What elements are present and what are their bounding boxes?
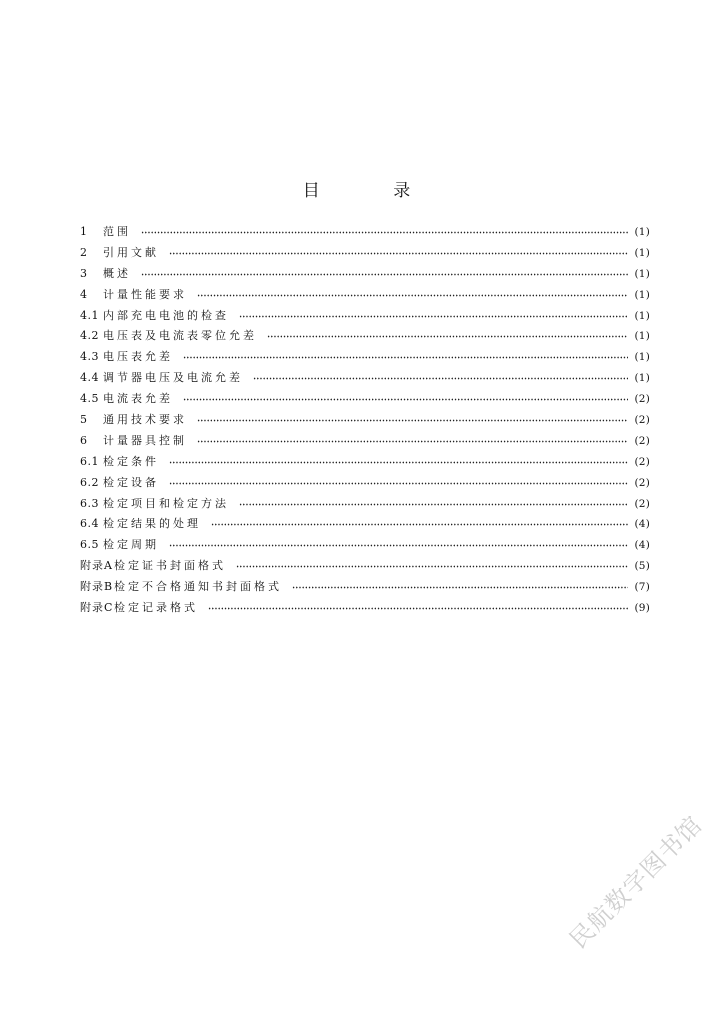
dot-leader bbox=[239, 315, 628, 318]
toc-entry-page: (2) bbox=[634, 414, 650, 427]
dot-leader bbox=[169, 252, 628, 255]
toc-entry-page: (2) bbox=[634, 476, 650, 489]
toc-entry[interactable] bbox=[80, 535, 650, 556]
dot-leader bbox=[211, 523, 628, 526]
toc-entry-page: (2) bbox=[634, 434, 650, 447]
toc-entry-page: (1) bbox=[634, 267, 650, 280]
toc-entry-label: 概述 bbox=[103, 266, 131, 280]
toc-entry-number: 附录C bbox=[80, 601, 114, 615]
toc-entry-label: 电流表允差 bbox=[103, 392, 173, 406]
dot-leader bbox=[197, 294, 628, 297]
toc-entry-page: (2) bbox=[634, 393, 650, 406]
dot-leader bbox=[197, 419, 628, 422]
toc-entry-label: 检定设备 bbox=[103, 475, 159, 489]
toc-entry-number: 6.2 bbox=[80, 475, 99, 489]
toc-entry-number: 6.3 bbox=[80, 496, 99, 510]
toc-entry-label: 内部充电电池的检查 bbox=[103, 308, 229, 322]
toc-entry-page: (2) bbox=[634, 455, 650, 468]
toc-entry-number: 4.3 bbox=[80, 350, 99, 364]
toc-entry-page: (1) bbox=[634, 288, 650, 301]
toc-entry-page: (5) bbox=[634, 560, 650, 573]
table-of-contents bbox=[80, 222, 650, 619]
toc-entry[interactable] bbox=[80, 494, 650, 515]
toc-entry-label: 检定不合格通知书封面格式 bbox=[114, 580, 282, 594]
toc-entry-number: 4.1 bbox=[80, 308, 99, 322]
toc-entry-number: 4 bbox=[80, 287, 88, 301]
toc-entry-label: 检定项目和检定方法 bbox=[103, 496, 229, 510]
toc-entry[interactable] bbox=[80, 243, 650, 264]
toc-entry-label: 检定证书封面格式 bbox=[114, 559, 226, 573]
toc-entry[interactable] bbox=[80, 368, 650, 389]
toc-entry[interactable] bbox=[80, 326, 650, 347]
watermark: 民航数字图书馆 bbox=[564, 810, 708, 955]
toc-entry[interactable] bbox=[80, 514, 650, 535]
toc-entry[interactable] bbox=[80, 285, 650, 306]
toc-entry[interactable] bbox=[80, 598, 650, 619]
toc-entry[interactable] bbox=[80, 556, 650, 577]
dot-leader bbox=[208, 607, 628, 610]
toc-entry-page: (1) bbox=[634, 330, 650, 343]
toc-entry-label: 检定结果的处理 bbox=[103, 517, 201, 531]
toc-entry-number: 5 bbox=[80, 413, 88, 427]
dot-leader bbox=[197, 440, 628, 443]
toc-entry-number: 1 bbox=[80, 225, 88, 238]
toc-entry-label: 通用技术要求 bbox=[103, 413, 187, 427]
dot-leader bbox=[141, 231, 628, 234]
dot-leader bbox=[292, 586, 628, 589]
toc-entry-number: 6.5 bbox=[80, 538, 99, 552]
toc-entry-label: 电压表允差 bbox=[103, 350, 173, 364]
page-title: 目 录 bbox=[302, 181, 445, 201]
toc-entry[interactable] bbox=[80, 410, 650, 431]
toc-entry-number: 附录A bbox=[80, 559, 113, 573]
toc-entry-page: (9) bbox=[634, 602, 650, 615]
toc-entry[interactable] bbox=[80, 389, 650, 410]
toc-entry-page: (1) bbox=[634, 351, 650, 364]
toc-entry-page: (1) bbox=[634, 372, 650, 385]
toc-entry-number: 2 bbox=[80, 245, 88, 259]
toc-entry-label: 检定记录格式 bbox=[114, 601, 198, 615]
toc-entry[interactable] bbox=[80, 452, 650, 473]
toc-entry-number: 4.2 bbox=[80, 329, 99, 343]
dot-leader bbox=[183, 356, 628, 359]
toc-entry-page: (1) bbox=[634, 246, 650, 259]
toc-entry[interactable] bbox=[80, 306, 650, 327]
toc-entry-page: (2) bbox=[634, 497, 650, 510]
toc-entry-number: 附录B bbox=[80, 580, 114, 594]
toc-entry-label: 计量性能要求 bbox=[103, 287, 187, 301]
toc-entry[interactable] bbox=[80, 264, 650, 285]
toc-entry-number: 6 bbox=[80, 433, 88, 447]
toc-entry-number: 6.1 bbox=[80, 454, 99, 468]
toc-entry-page: (1) bbox=[634, 309, 650, 322]
dot-leader bbox=[253, 377, 628, 380]
toc-entry-number: 4.5 bbox=[80, 392, 99, 406]
toc-entry[interactable] bbox=[80, 222, 650, 243]
toc-entry-label: 引用文献 bbox=[103, 245, 159, 259]
toc-entry-label: 调节器电压及电流允差 bbox=[103, 371, 243, 385]
toc-entry-page: (4) bbox=[634, 518, 650, 531]
dot-leader bbox=[169, 482, 628, 485]
toc-entry[interactable] bbox=[80, 347, 650, 368]
dot-leader bbox=[183, 398, 628, 401]
toc-entry-label: 计量器具控制 bbox=[103, 433, 187, 447]
toc-entry-label: 电压表及电流表零位允差 bbox=[103, 329, 257, 343]
dot-leader bbox=[239, 503, 628, 506]
dot-leader bbox=[169, 461, 628, 464]
toc-entry[interactable] bbox=[80, 577, 650, 598]
dot-leader bbox=[236, 565, 628, 568]
toc-entry-number: 3 bbox=[80, 266, 88, 280]
dot-leader bbox=[141, 273, 628, 276]
toc-entry-page: (7) bbox=[634, 581, 650, 594]
toc-entry[interactable] bbox=[80, 473, 650, 494]
toc-entry-label: 检定周期 bbox=[103, 538, 159, 552]
toc-entry-number: 6.4 bbox=[80, 517, 99, 531]
toc-entry-number: 4.4 bbox=[80, 371, 99, 385]
dot-leader bbox=[267, 335, 628, 338]
toc-entry[interactable] bbox=[80, 431, 650, 452]
toc-entry-label: 范围 bbox=[103, 225, 131, 238]
dot-leader bbox=[169, 544, 628, 547]
toc-entry-label: 检定条件 bbox=[103, 454, 159, 468]
toc-entry-page: (1) bbox=[634, 226, 650, 238]
toc-entry-page: (4) bbox=[634, 539, 650, 552]
